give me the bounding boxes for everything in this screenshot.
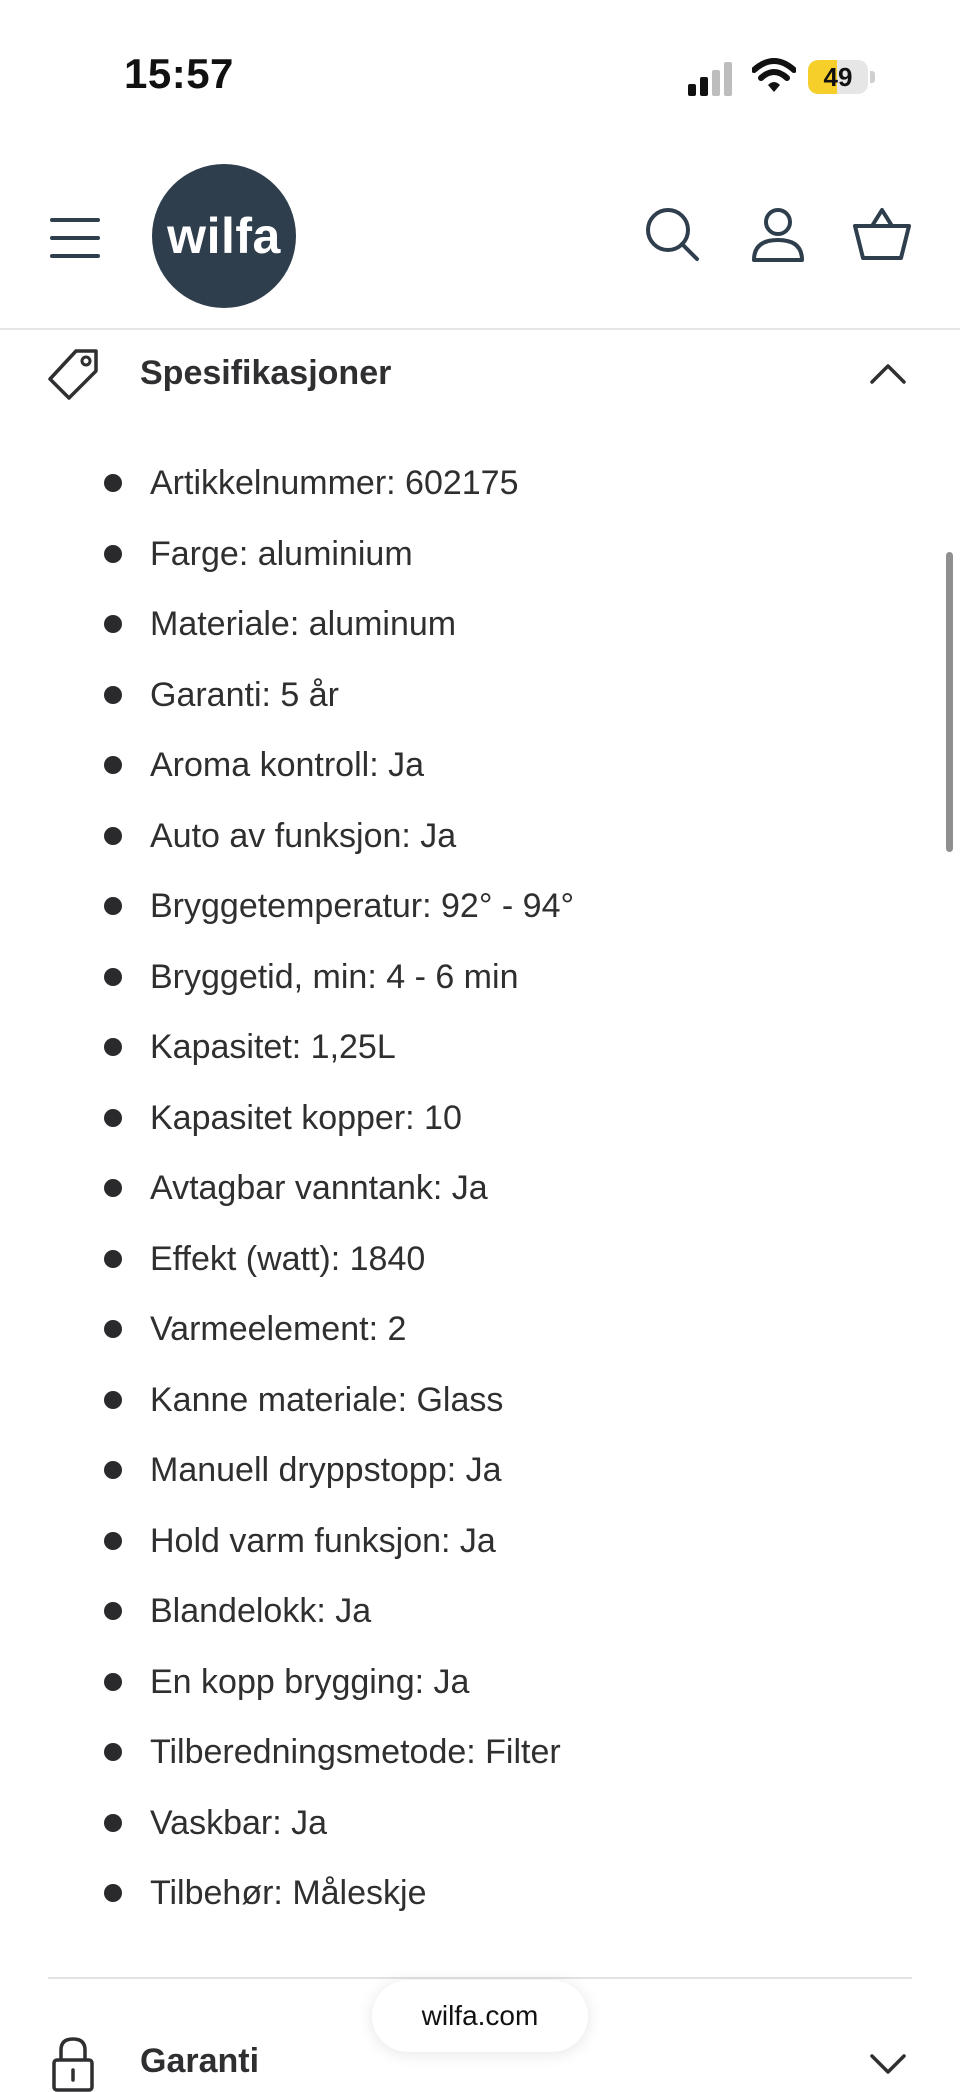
battery-nub bbox=[870, 71, 875, 83]
bullet-dot bbox=[104, 1532, 122, 1550]
status-time: 15:57 bbox=[124, 50, 234, 97]
spec-item bbox=[0, 1647, 960, 1718]
bullet-dot bbox=[104, 545, 122, 563]
specifications-title: Spesifikasjoner bbox=[140, 354, 392, 392]
bullet-dot bbox=[104, 615, 122, 633]
spec-item bbox=[0, 519, 960, 590]
spec-item-text: Manuell dryppstopp: Ja bbox=[150, 1451, 502, 1489]
bullet-dot bbox=[104, 968, 122, 986]
spec-item bbox=[0, 1294, 960, 1365]
spec-item bbox=[0, 1858, 960, 1929]
bullet-dot bbox=[104, 1250, 122, 1268]
spec-item-text: Hold varm funksjon: Ja bbox=[150, 1521, 496, 1560]
spec-item-text: Bryggetemperatur: 92° - 94° bbox=[150, 887, 575, 925]
spec-item bbox=[0, 1788, 960, 1859]
spec-item-text: Avtagbar vanntank: Ja bbox=[150, 1169, 488, 1207]
status-bar bbox=[0, 0, 960, 140]
spec-item-text: En kopp brygging: Ja bbox=[150, 1662, 470, 1701]
spec-item bbox=[0, 801, 960, 872]
spec-item-text: Tilberedningsmetode: Filter bbox=[150, 1733, 561, 1771]
spec-item bbox=[0, 589, 960, 660]
bullet-dot bbox=[104, 1038, 122, 1056]
bullet-dot bbox=[104, 756, 122, 774]
bullet-dot bbox=[104, 827, 122, 845]
bullet-dot bbox=[104, 1814, 122, 1832]
bullet-dot bbox=[104, 897, 122, 915]
spec-item-text: Kapasitet: 1,25L bbox=[150, 1028, 396, 1066]
wilfa-logo[interactable]: wilfa bbox=[152, 164, 296, 308]
spec-item bbox=[0, 730, 960, 801]
bullet-dot bbox=[104, 1673, 122, 1691]
bullet-dot bbox=[104, 1179, 122, 1197]
battery-level: 49 bbox=[823, 62, 853, 92]
spec-item-text: Aroma kontroll: Ja bbox=[150, 746, 424, 784]
spec-item-text: Vaskbar: Ja bbox=[150, 1803, 328, 1842]
spec-item-text: Varmeelement: 2 bbox=[150, 1310, 407, 1348]
spec-item bbox=[0, 1506, 960, 1577]
spec-item-text: Kapasitet kopper: 10 bbox=[150, 1098, 462, 1137]
spec-item bbox=[0, 660, 960, 731]
spec-item bbox=[0, 1224, 960, 1295]
spec-item bbox=[0, 1435, 960, 1506]
spec-item-text: Blandelokk: Ja bbox=[150, 1592, 372, 1630]
spec-item bbox=[0, 448, 960, 519]
spec-item-text: Farge: aluminium bbox=[150, 534, 413, 573]
chevron-up-icon[interactable] bbox=[868, 360, 908, 386]
spec-item bbox=[0, 1012, 960, 1083]
specifications-list bbox=[0, 448, 960, 1929]
spec-item bbox=[0, 1365, 960, 1436]
menu-icon[interactable] bbox=[50, 216, 102, 260]
site-header bbox=[0, 150, 960, 330]
spec-item bbox=[0, 1717, 960, 1788]
spec-item-text: Materiale: aluminum bbox=[150, 605, 457, 643]
bullet-dot bbox=[104, 686, 122, 704]
cellular-signal-icon bbox=[688, 62, 734, 96]
spec-item bbox=[0, 1083, 960, 1154]
bullet-dot bbox=[104, 1391, 122, 1409]
browser-url-pill[interactable]: wilfa.com bbox=[372, 1980, 588, 2052]
warranty-title: Garanti bbox=[140, 2042, 260, 2080]
spec-item bbox=[0, 1153, 960, 1224]
spec-item-text: Kanne materiale: Glass bbox=[150, 1380, 504, 1419]
scrollbar[interactable] bbox=[946, 552, 953, 852]
bullet-dot bbox=[104, 1320, 122, 1338]
spec-item-text: Garanti: 5 år bbox=[150, 675, 339, 714]
search-icon[interactable] bbox=[642, 204, 702, 264]
bullet-dot bbox=[104, 1602, 122, 1620]
spec-item bbox=[0, 1576, 960, 1647]
spec-item-text: Bryggetid, min: 4 - 6 min bbox=[150, 957, 519, 996]
spec-item bbox=[0, 871, 960, 942]
bullet-dot bbox=[104, 1743, 122, 1761]
bullet-dot bbox=[104, 1884, 122, 1902]
basket-icon[interactable] bbox=[852, 204, 912, 264]
section-divider bbox=[48, 1977, 912, 1979]
bullet-dot bbox=[104, 474, 122, 492]
chevron-down-icon[interactable] bbox=[868, 2052, 908, 2078]
spec-item-text: Tilbehør: Måleskje bbox=[150, 1874, 427, 1912]
spec-item-text: Effekt (watt): 1840 bbox=[150, 1239, 426, 1278]
specifications-accordion-header[interactable] bbox=[0, 330, 960, 420]
spec-item bbox=[0, 942, 960, 1013]
user-icon[interactable] bbox=[748, 204, 808, 264]
bullet-dot bbox=[104, 1461, 122, 1479]
bullet-dot bbox=[104, 1109, 122, 1127]
battery-indicator bbox=[808, 60, 876, 96]
spec-item-text: Artikkelnummer: 602175 bbox=[150, 464, 519, 502]
battery-body bbox=[808, 60, 868, 94]
spec-item-text: Auto av funksjon: Ja bbox=[150, 816, 457, 855]
tag-icon bbox=[46, 348, 100, 402]
lock-icon bbox=[52, 2036, 94, 2092]
wifi-icon bbox=[752, 58, 796, 94]
